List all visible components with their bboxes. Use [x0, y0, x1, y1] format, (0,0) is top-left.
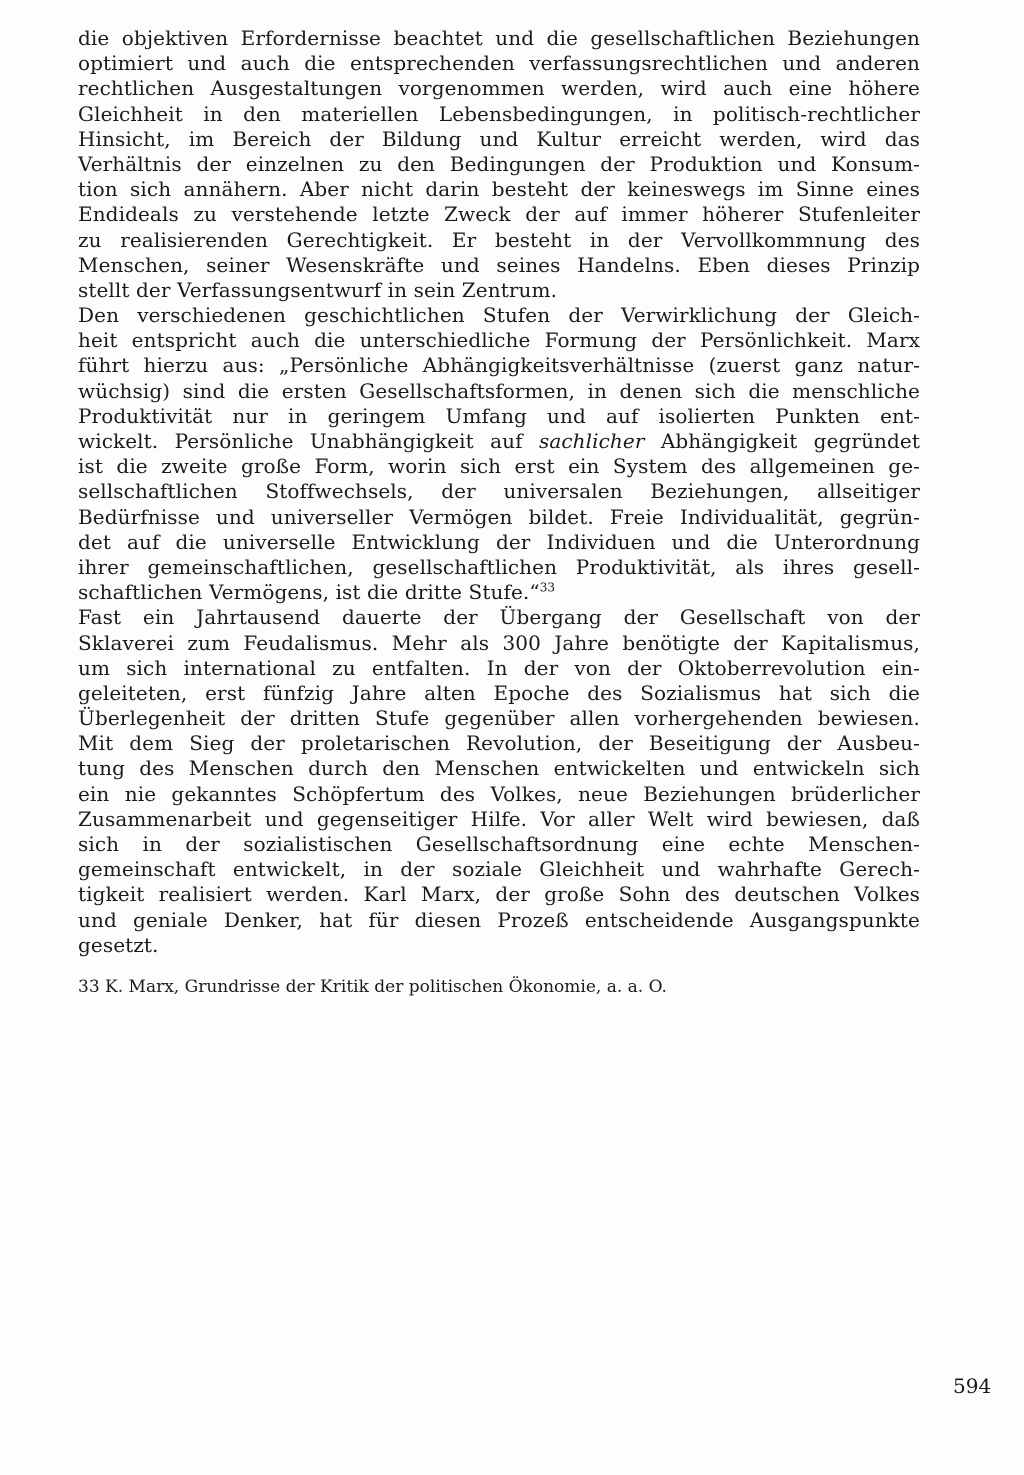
text-line: gesetzt.	[78, 932, 159, 957]
text-line: det auf die universelle Entwicklung der Individuen und die Unterordnung	[78, 529, 920, 554]
text-line: Verhältnis der einzelnen zu den Bedingungen der Produktion und Konsum-	[78, 151, 920, 176]
text-segment: Abhängigkeit gegründet	[644, 429, 921, 453]
text-line: ein nie gekanntes Schöpfertum des Volkes, neue Beziehungen brüderlicher	[78, 781, 920, 806]
page-number: 594	[953, 1374, 992, 1398]
text-line	[78, 580, 920, 605]
text-line: tung des Menschen durch den Menschen entwickelten und entwickeln sich	[78, 756, 920, 781]
text-line: ist die zweite große Form, worin sich erst ein System des allgemeinen ge-	[78, 454, 920, 479]
text-line: rechtlichen Ausgestaltungen vorgenommen werden, wird auch eine höhere	[78, 76, 920, 101]
footnote-text: K. Marx, Grundrisse der Kritik der politischen Ökonomie, a. a. O.	[105, 976, 667, 997]
text-line: sich in der sozialistischen Gesellschaftsordnung eine echte Menschen-	[78, 832, 920, 856]
text-line: optimiert und auch die entsprechenden verfassungsrechtlichen und anderen	[78, 51, 920, 76]
text-line: Endideals zu verstehende letzte Zweck der auf immer höherer Stufenleiter	[78, 202, 920, 227]
text-line: wüchsig) sind die ersten Gesellschaftsformen, in denen sich die menschliche	[78, 378, 920, 403]
text-line: sellschaftlichen Stoffwechsels, der universalen Beziehungen, allseitiger	[78, 479, 920, 504]
text-line: führt hierzu aus: „Persönliche Abhängigkeitsverhältnisse (zuerst ganz natur-	[78, 353, 920, 378]
footnote-reference[interactable]: 33	[539, 580, 556, 595]
text-line: Produktivität nur in geringem Umfang und auf isolierten Punkten ent-	[78, 403, 920, 428]
footnote	[78, 976, 920, 998]
paragraph-1	[78, 26, 920, 303]
paragraph-2	[78, 303, 920, 605]
page-body	[78, 26, 920, 998]
text-line: Überlegenheit der dritten Stufe gegenüber allen vorhergehenden bewiesen.	[78, 706, 920, 731]
text-line-with-emphasis	[78, 429, 920, 454]
text-line: ihrer gemeinschaftlichen, gesellschaftlichen Produktivität, als ihres gesell-	[78, 554, 920, 579]
text-segment: schaftlichen Vermögens, ist die dritte Stufe.“	[78, 580, 540, 605]
text-line: Sklaverei zum Feudalismus. Mehr als 300 Jahre benötigte der Kapitalismus,	[78, 630, 920, 655]
text-segment: wickelt. Persönliche Unabhängigkeit auf	[78, 429, 539, 453]
paragraph-3	[78, 605, 920, 958]
text-line: und geniale Denker, hat für diesen Prozeß entscheidende Ausgangspunkte	[78, 907, 920, 932]
text-line: Gleichheit in den materiellen Lebensbedingungen, in politisch-rechtlicher	[78, 101, 920, 126]
footnote-number: 33	[78, 976, 100, 997]
emphasized-word: sachlicher	[538, 429, 645, 453]
text-line: Mit dem Sieg der proletarischen Revolution, der Beseitigung der Ausbeu-	[78, 731, 920, 756]
text-line: stellt der Verfassungsentwurf in sein Zentrum.	[78, 277, 558, 302]
text-line: zu realisierenden Gerechtigkeit. Er besteht in der Vervollkommnung des	[78, 227, 920, 252]
text-line: tion sich annähern. Aber nicht darin besteht der keineswegs im Sinne eines	[78, 177, 920, 202]
text-line: Den verschiedenen geschichtlichen Stufen der Verwirklichung der Gleich-	[78, 303, 920, 328]
text-line: um sich international zu entfalten. In der von der Oktoberrevolution ein-	[78, 655, 920, 680]
text-line: gemeinschaft entwickelt, in der soziale Gleichheit und wahrhafte Gerech-	[78, 857, 920, 882]
text-line: die objektiven Erfordernisse beachtet und die gesellschaftlichen Beziehungen	[78, 26, 920, 50]
text-line: heit entspricht auch die unterschiedliche Formung der Persönlichkeit. Marx	[78, 328, 920, 353]
text-line: Fast ein Jahrtausend dauerte der Übergang der Gesellschaft von der	[78, 605, 920, 630]
text-line: geleiteten, erst fünfzig Jahre alten Epoche des Sozialismus hat sich die	[78, 680, 920, 705]
text-line: tigkeit realisiert werden. Karl Marx, der große Sohn des deutschen Volkes	[78, 882, 920, 907]
text-line: Hinsicht, im Bereich der Bildung und Kultur erreicht werden, wird das	[78, 126, 920, 151]
text-line: Bedürfnisse und universeller Vermögen bildet. Freie Individualität, gegrün-	[78, 504, 920, 529]
text-line: Zusammenarbeit und gegenseitiger Hilfe. Vor aller Welt wird bewiesen, daß	[78, 806, 920, 831]
text-line: Menschen, seiner Wesenskräfte und seines Handelns. Eben dieses Prinzip	[78, 252, 920, 277]
